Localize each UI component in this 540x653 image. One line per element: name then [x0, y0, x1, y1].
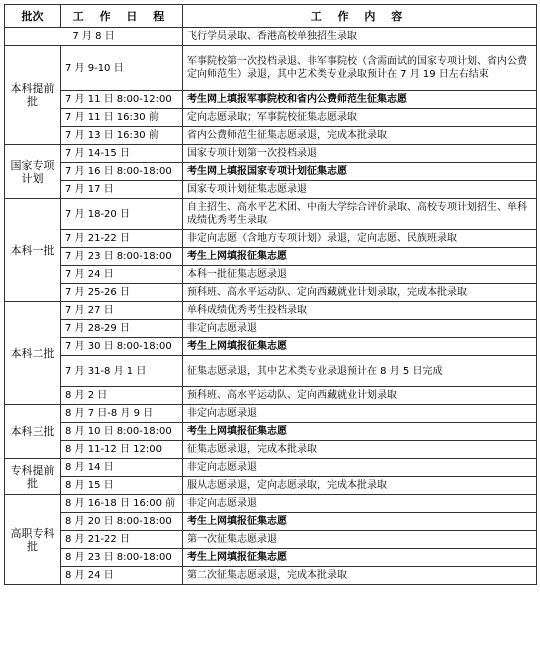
work-content-cell: 单科成绩优秀考生投档录取 [183, 302, 537, 320]
schedule-date-cell: 7 月 31-8 月 1 日 [61, 356, 183, 387]
work-content-cell: 非定向志愿录退 [183, 495, 537, 513]
batch-name-cell: 本科提前批 [5, 46, 61, 145]
work-content-cell: 第一次征集志愿录退 [183, 531, 537, 549]
table-row [5, 302, 537, 320]
table-row [5, 127, 537, 145]
table-row [5, 513, 537, 531]
schedule-date-cell: 7 月 13 日 16:30 前 [61, 127, 183, 145]
table-row [5, 320, 537, 338]
header-schedule: 工 作 日 程 [61, 5, 183, 28]
work-content-cell: 征集志愿录退，其中艺术类专业录退预计在 8 月 5 日完成 [183, 356, 537, 387]
batch-name-cell: 高职专科 批 [5, 495, 61, 585]
work-content-cell: 考生网上填报国家专项计划征集志愿 [183, 163, 537, 181]
schedule-date-cell: 8 月 11-12 日 12:00 [61, 441, 183, 459]
table-row [5, 441, 537, 459]
work-content-cell: 非定向志愿录退 [183, 405, 537, 423]
batch-name-cell: 本科二批 [5, 302, 61, 405]
schedule-date-cell: 7 月 16 日 8:00-18:00 [61, 163, 183, 181]
table-row [5, 181, 537, 199]
work-content-cell: 考生上网填报征集志愿 [183, 248, 537, 266]
table-row [5, 199, 537, 230]
work-content-cell: 军事院校第一次投档录退、非军事院校（含需面试的国家专项计划、省内公费定向师范生）录退，其中艺术类专业录取预计在 7 月 19 日左右结束 [183, 46, 537, 91]
table-row [5, 356, 537, 387]
work-content-cell: 考生上网填报征集志愿 [183, 423, 537, 441]
table-row [5, 423, 537, 441]
work-content-cell: 考生网上填报军事院校和省内公费师范生征集志愿 [183, 91, 537, 109]
schedule-date-cell: 7 月 28-29 日 [61, 320, 183, 338]
schedule-date-cell: 7 月 21-22 日 [61, 230, 183, 248]
top-row-date: 7 月 8 日 [5, 28, 183, 46]
table-row [5, 266, 537, 284]
schedule-date-cell: 8 月 23 日 8:00-18:00 [61, 549, 183, 567]
table-row [5, 248, 537, 266]
table-row [5, 163, 537, 181]
table-row [5, 387, 537, 405]
schedule-date-cell: 8 月 20 日 8:00-18:00 [61, 513, 183, 531]
schedule-date-cell: 8 月 14 日 [61, 459, 183, 477]
table-row [5, 477, 537, 495]
table-row [5, 459, 537, 477]
table-row [5, 109, 537, 127]
schedule-date-cell: 8 月 7 日-8 月 9 日 [61, 405, 183, 423]
batch-name-cell: 国家专项计划 [5, 145, 61, 199]
schedule-date-cell: 7 月 24 日 [61, 266, 183, 284]
schedule-date-cell: 8 月 24 日 [61, 567, 183, 585]
schedule-date-cell: 8 月 2 日 [61, 387, 183, 405]
table-row [5, 284, 537, 302]
work-content-cell: 第二次征集志愿录退，完成本批录取 [183, 567, 537, 585]
work-content-cell: 预科班、高水平运动队、定向西藏就业计划录取，完成本批录取 [183, 284, 537, 302]
top-row-content: 飞行学员录取、香港高校单独招生录取 [183, 28, 537, 46]
work-content-cell: 非定向志愿录退 [183, 459, 537, 477]
work-content-cell: 服从志愿录退，定向志愿录取，完成本批录取 [183, 477, 537, 495]
table-row [5, 549, 537, 567]
schedule-date-cell: 8 月 16-18 日 16:00 前 [61, 495, 183, 513]
schedule-date-cell: 8 月 21-22 日 [61, 531, 183, 549]
schedule-date-cell: 7 月 27 日 [61, 302, 183, 320]
work-content-cell: 省内公费师范生征集志愿录退，完成本批录取 [183, 127, 537, 145]
schedule-date-cell: 7 月 11 日 16:30 前 [61, 109, 183, 127]
admission-schedule-table [4, 4, 537, 585]
table-header-row [5, 5, 537, 28]
table-row [5, 495, 537, 513]
header-batch: 批次 [5, 5, 61, 28]
work-content-cell: 定向志愿录取；军事院校征集志愿录取 [183, 109, 537, 127]
work-content-cell: 预科班、高水平运动队、定向西藏就业计划录取 [183, 387, 537, 405]
batch-name-cell: 专科提前批 [5, 459, 61, 495]
work-content-cell: 考生上网填报征集志愿 [183, 338, 537, 356]
work-content-cell: 自主招生、高水平艺术团、中南大学综合评价录取、高校专项计划招生、单科成绩优秀考生录取 [183, 199, 537, 230]
schedule-date-cell: 7 月 18-20 日 [61, 199, 183, 230]
schedule-date-cell: 7 月 11 日 8:00-12:00 [61, 91, 183, 109]
table-row [5, 28, 537, 46]
schedule-date-cell: 7 月 9-10 日 [61, 46, 183, 91]
batch-name-cell: 本科一批 [5, 199, 61, 302]
table-row [5, 338, 537, 356]
schedule-date-cell: 8 月 10 日 8:00-18:00 [61, 423, 183, 441]
work-content-cell: 国家专项计划征集志愿录退 [183, 181, 537, 199]
table-row [5, 46, 537, 91]
schedule-date-cell: 7 月 30 日 8:00-18:00 [61, 338, 183, 356]
work-content-cell: 征集志愿录退，完成本批录取 [183, 441, 537, 459]
work-content-cell: 国家专项计划第一次投档录退 [183, 145, 537, 163]
header-content: 工 作 内 容 [183, 5, 537, 28]
schedule-date-cell: 7 月 17 日 [61, 181, 183, 199]
table-row [5, 567, 537, 585]
table-row [5, 405, 537, 423]
table-row [5, 230, 537, 248]
schedule-date-cell: 7 月 14-15 日 [61, 145, 183, 163]
table-row [5, 91, 537, 109]
work-content-cell: 本科一批征集志愿录退 [183, 266, 537, 284]
work-content-cell: 非定向志愿录退 [183, 320, 537, 338]
schedule-date-cell: 7 月 23 日 8:00-18:00 [61, 248, 183, 266]
table-row [5, 145, 537, 163]
table-row [5, 531, 537, 549]
work-content-cell: 考生上网填报征集志愿 [183, 549, 537, 567]
work-content-cell: 非定向志愿（含地方专项计划）录退，定向志愿、民族班录取 [183, 230, 537, 248]
schedule-date-cell: 8 月 15 日 [61, 477, 183, 495]
batch-name-cell: 本科三批 [5, 405, 61, 459]
table-body [5, 28, 537, 585]
schedule-date-cell: 7 月 25-26 日 [61, 284, 183, 302]
work-content-cell: 考生上网填报征集志愿 [183, 513, 537, 531]
